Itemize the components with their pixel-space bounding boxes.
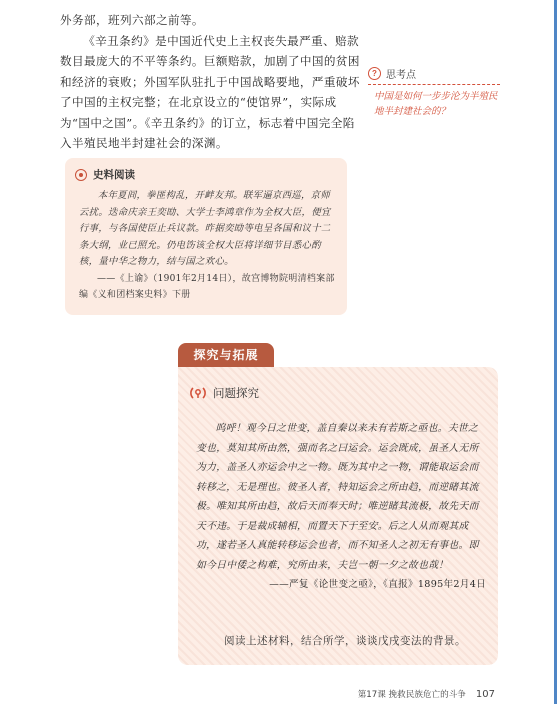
- thinking-point-header: [368, 66, 500, 81]
- inquiry-source: ——严复《论世变之亟》，《直报》1895年2月4日: [269, 579, 486, 590]
- inquiry-icon: [190, 385, 206, 401]
- question-inquiry-body: [196, 419, 486, 595]
- historical-reading-title: 史料阅读: [93, 169, 135, 181]
- page-footer: [335, 688, 495, 700]
- question-icon: ?: [368, 67, 381, 80]
- explore-extend-tab: 探究与拓展: [178, 343, 274, 367]
- question-inquiry-title: 问题探究: [213, 386, 259, 400]
- explore-extend-box: [178, 367, 498, 665]
- historical-reading-box: [65, 158, 347, 315]
- main-body-text: [60, 10, 360, 154]
- thinking-point-title: 思考点: [386, 70, 416, 81]
- thinking-point-question: 中国是如何一步步沦为半殖民地半封建社会的？: [374, 91, 498, 117]
- body-paragraph: 《辛丑条约》是中国近代史上主权丧失最严重、赔款数目最庞大的不平等条约。巨额赔款，加剧了中国的贫困和经济的衰败；外国军队驻扎于中国战略要地，严重破坏了中国的主权完整；在北京设立的“使馆界”，实际成为“国中之国”。《辛丑条约》的订立，标志着中国完全陷入半殖民地半封建社会的深渊。: [60, 33, 360, 150]
- inquiry-task: 阅读上述材料，结合所学，谈谈戊戌变法的背景。: [224, 635, 466, 647]
- historical-reading-header: [75, 167, 135, 182]
- historical-reading-body: [79, 188, 337, 304]
- page-number: 107: [475, 689, 495, 700]
- body-line-top: 外务部，班列六部之前等。: [60, 13, 204, 27]
- question-inquiry-header: [190, 385, 259, 401]
- inquiry-quote: 呜呼！观今日之世变，盖自秦以来未有若斯之亟也。夫世之变也，莫知其所由然，强而名之曰运会。运会既成，虽圣人无所为力，盖圣人亦运会中之一物。既为其中之一物，谓能取运会而转移之，无是理也。彼圣人者，特知运会之所由趋，而逆睹其流极。唯知其所由趋，故后天而奉天时；唯逆睹其流极，故先天而天不违。于是裁成辅相，而置天下于至安。后之人从而观其成功，遂若圣人真能转移运会也者，而不知圣人之初无有事也。即如今日中倭之构难，究所由来，夫岂一朝一夕之故也哉！: [196, 423, 479, 571]
- historical-reading-source: ——《上谕》（1901年2月14日），故宫博物院明清档案部编《义和团档案史料》下册: [79, 273, 335, 300]
- footer-lesson-title: 第17课 挽救民族危亡的斗争: [357, 690, 466, 700]
- document-icon: [75, 169, 87, 181]
- sidebar-divider: [368, 84, 500, 85]
- thinking-point-sidebar: [368, 66, 500, 119]
- historical-reading-text: 本年夏间，拳匪构乱，开衅友邦。联军逼京西巡，京师云扰。迭命庆亲王奕劻、大学士李鸿章作为全权大臣，便宜行事，与各国使臣止兵议款。昨据奕劻等电呈各国和议十二条大纲，业已照允。仍电饬该全权大臣将详细节目悉心酌核，量中华之物力，结与国之欢心。: [79, 190, 331, 267]
